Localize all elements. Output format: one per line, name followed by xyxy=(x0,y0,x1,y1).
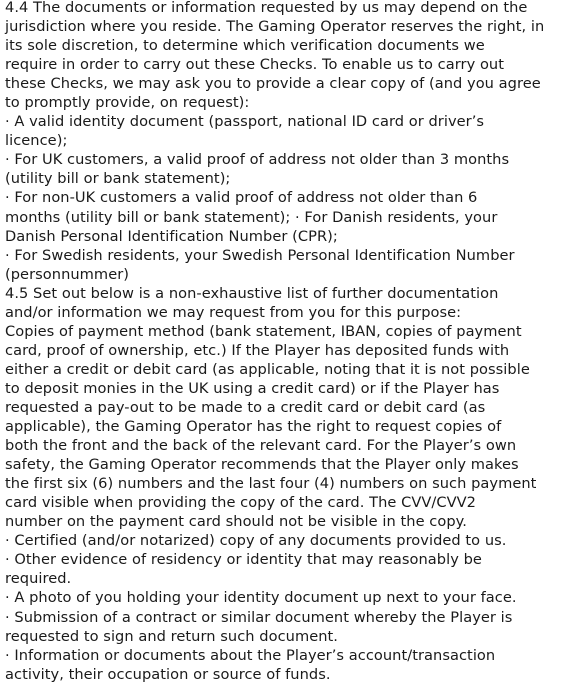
text-line: · For non-UK customers a valid proof of address not older than 6 xyxy=(5,189,478,207)
text-line: require in order to carry out these Checks. To enable us to carry out xyxy=(5,56,505,74)
text-line: (personnummer) xyxy=(5,265,130,283)
text-line: · Certified (and/or notarized) copy of any documents provided to us. xyxy=(5,532,507,550)
text-line: required. xyxy=(5,570,72,588)
text-line: months (utility bill or bank statement); · For Danish residents, your xyxy=(5,208,498,226)
text-line: applicable), the Gaming Operator has the right to request copies of xyxy=(5,418,502,436)
text-line: 4.4 The documents or information requested by us may depend on the xyxy=(5,0,528,16)
text-line: activity, their occupation or source of funds. xyxy=(5,665,331,683)
text-line: these Checks, we may ask you to provide a clear copy of (and you agree xyxy=(5,75,541,93)
text-line: · Submission of a contract or similar document whereby the Player is xyxy=(5,608,513,626)
text-line: Copies of payment method (bank statement, IBAN, copies of payment xyxy=(5,322,522,340)
text-line: card visible when providing the copy of the card. The CVV/CVV2 xyxy=(5,494,477,512)
text-line: · A photo of you holding your identity document up next to your face. xyxy=(5,589,517,607)
text-line: · Other evidence of residency or identity that may reasonably be xyxy=(5,551,482,569)
text-line: the first six (6) numbers and the last four (4) numbers on such payment xyxy=(5,475,537,493)
text-line: (utility bill or bank statement); xyxy=(5,170,231,188)
text-line: licence); xyxy=(5,132,68,150)
text-line: to deposit monies in the UK using a credit card) or if the Player has xyxy=(5,379,500,397)
text-line: card, proof of ownership, etc.) If the Player has deposited funds with xyxy=(5,341,510,359)
text-line: 4.5 Set out below is a non-exhaustive list of further documentation xyxy=(5,284,499,302)
text-line: number on the payment card should not be visible in the copy. xyxy=(5,513,467,531)
text-line: its sole discretion, to determine which verification documents we xyxy=(5,37,485,55)
text-line: · For UK customers, a valid proof of address not older than 3 months xyxy=(5,151,510,169)
text-line: safety, the Gaming Operator recommends that the Player only makes xyxy=(5,456,519,474)
text-line: · For Swedish residents, your Swedish Personal Identification Number xyxy=(5,246,515,264)
text-line: · A valid identity document (passport, national ID card or driver’s xyxy=(5,113,485,131)
text-line: to promptly provide, on request): xyxy=(5,94,250,112)
text-line: and/or information we may request from you for this purpose: xyxy=(5,303,462,321)
text-line: both the front and the back of the relevant card. For the Player’s own xyxy=(5,437,517,455)
text-line: jurisdiction where you reside. The Gaming Operator reserves the right, in xyxy=(5,18,545,36)
terms-document-body xyxy=(5,0,575,684)
text-line: either a credit or debit card (as applicable, noting that it is not possible xyxy=(5,360,530,378)
text-line: · Information or documents about the Player’s account/transaction xyxy=(5,646,496,664)
text-line: requested a pay-out to be made to a credit card or debit card (as xyxy=(5,398,486,416)
text-line: Danish Personal Identification Number (CPR); xyxy=(5,227,338,245)
text-line: requested to sign and return such document. xyxy=(5,627,338,645)
